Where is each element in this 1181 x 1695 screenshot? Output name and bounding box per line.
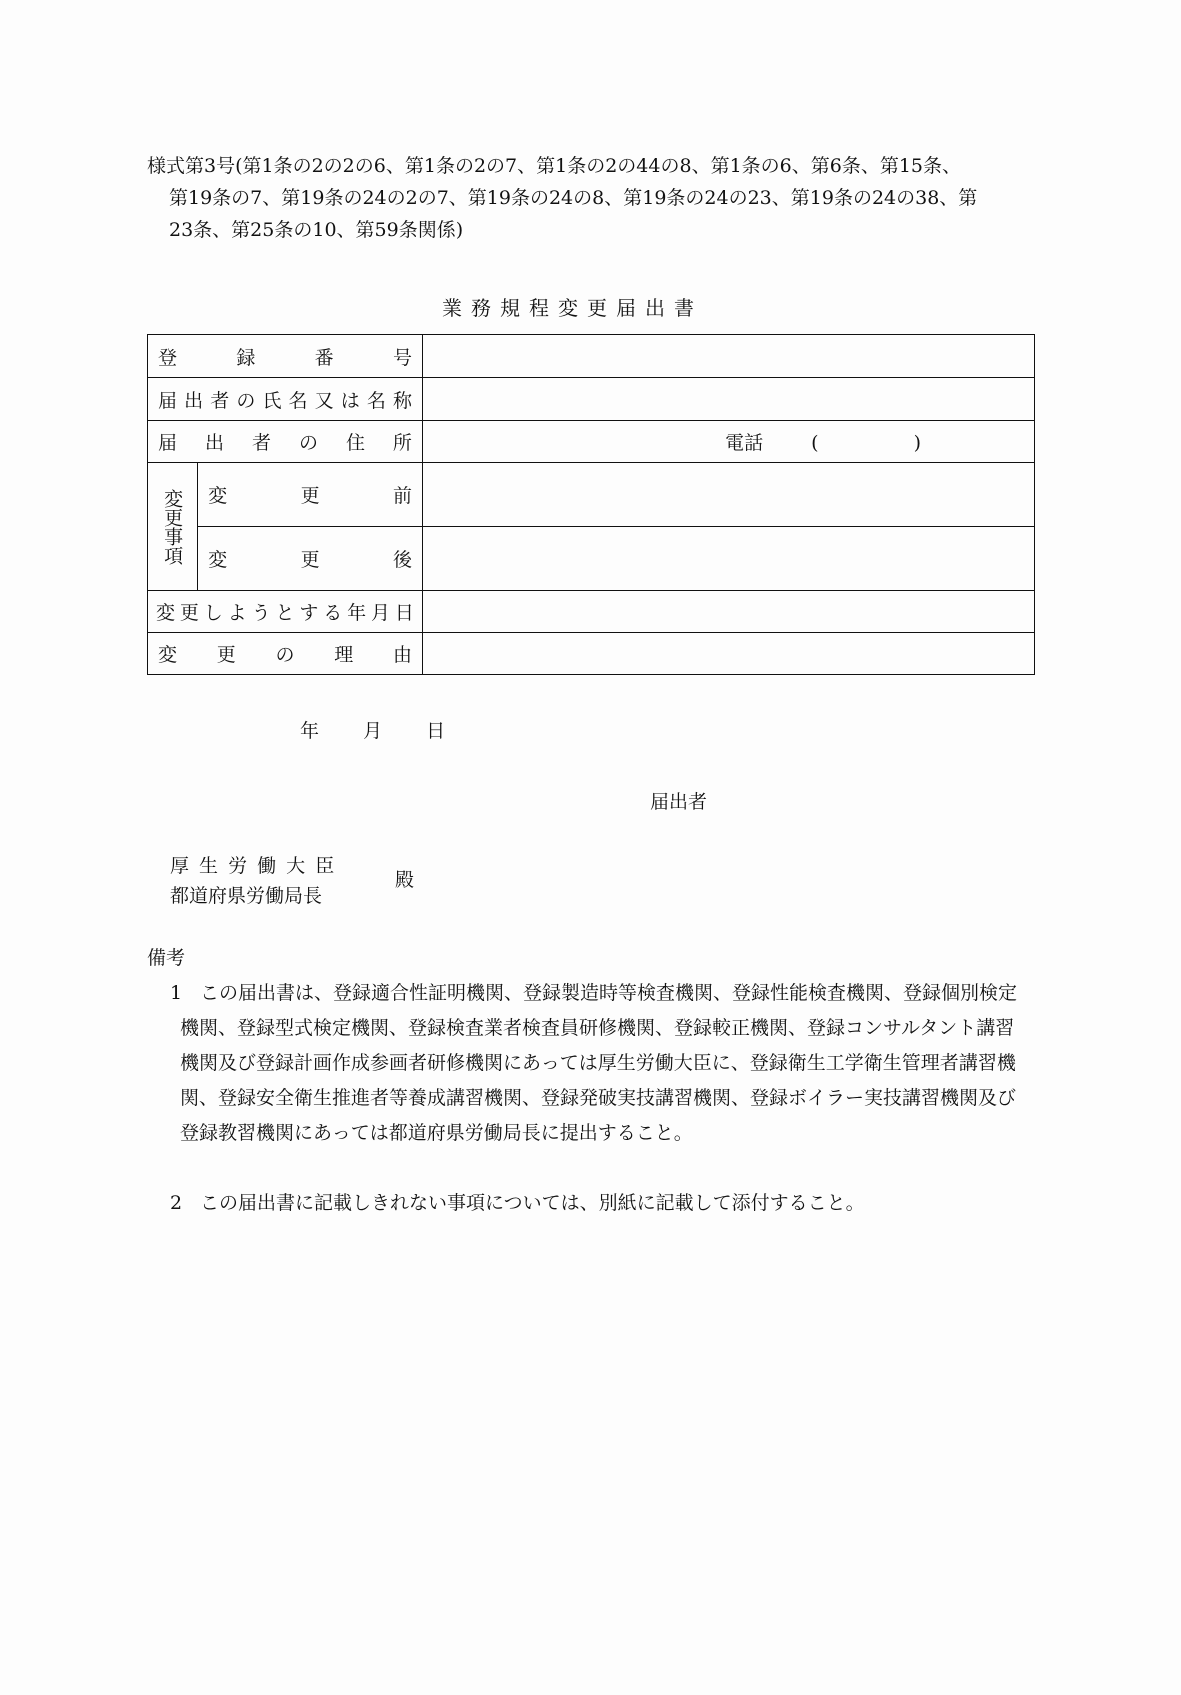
label-registration-number — [148, 335, 423, 378]
char: 年 — [347, 602, 367, 624]
char: 録 — [236, 346, 256, 369]
row-change-after — [148, 527, 1035, 591]
date-line — [300, 716, 445, 743]
month-label: 月 — [363, 720, 383, 742]
row-change-date — [148, 591, 1035, 633]
char: る — [323, 602, 343, 624]
field-applicant-address[interactable] — [423, 421, 1035, 463]
char: 名 — [366, 389, 386, 412]
label-applicant-name — [148, 378, 423, 421]
char: 変 — [158, 644, 178, 666]
char: 者 — [210, 389, 230, 412]
label-chars — [198, 481, 422, 508]
applicant-label: 届出者 — [650, 791, 708, 813]
char: 又 — [314, 389, 334, 412]
addressee-block — [170, 851, 336, 911]
note-number: 1 — [170, 982, 183, 1004]
addressee-bureau-chief: 都道府県労働局長 — [170, 885, 323, 907]
char: 理 — [334, 644, 354, 666]
char: 由 — [392, 644, 412, 666]
label-change-reason — [148, 633, 423, 675]
note-number: 2 — [170, 1192, 183, 1214]
char: 号 — [392, 346, 412, 369]
note-text: この届出書は、登録適合性証明機関、登録製造時等検査機関、登録性能検査機関、登録個別検定機関、登録型式検定機関、登録検査業者検査員研修機関、登録較正機関、登録コンサルタント講習機関及び登録計画作成参画者研修機関にあっては厚生労働大臣に、登録衛生工学衛生管理者講習機関、登録安全衛生推進者等養成講習機関、登録発破実技講習機関、登録ボイラー実技講習機関及び登録教習機関にあっては都道府県労働局長に提出すること。 — [180, 982, 1018, 1144]
phone-parens[interactable]: ( ) — [811, 432, 959, 454]
char: 氏 — [262, 389, 282, 412]
char: 変 — [208, 485, 228, 507]
addressee-minister: 厚 生 労 働 大 臣 — [170, 855, 337, 877]
char: よ — [227, 602, 247, 624]
day-label: 日 — [426, 720, 446, 742]
char: 月 — [371, 602, 391, 624]
notes-heading: 備考 — [147, 947, 186, 969]
char: の — [298, 432, 318, 454]
label-chars — [148, 640, 422, 667]
year-label: 年 — [300, 720, 320, 742]
field-after-change[interactable] — [423, 527, 1035, 591]
char: と — [275, 602, 295, 624]
char: 所 — [392, 432, 412, 454]
char: し — [203, 602, 223, 624]
field-change-reason[interactable] — [423, 633, 1035, 675]
label-applicant-address — [148, 421, 423, 463]
label-change-date — [148, 591, 423, 633]
char: は — [340, 389, 360, 412]
form-header-line-1: 様式第3号(第1条の2の2の6、第1条の2の7、第1条の2の44の8、第1条の6、第6条、第15条、 — [147, 155, 962, 177]
label-chars — [148, 386, 422, 413]
char: 変 — [156, 602, 176, 624]
form-header-line-2: 第19条の7、第19条の24の2の7、第19条の24の8、第19条の24の23、第19条の24の38、第 — [169, 187, 978, 209]
char: 登 — [158, 346, 178, 369]
field-applicant-name[interactable] — [423, 378, 1035, 421]
row-change-reason — [148, 633, 1035, 675]
row-registration-number — [148, 335, 1035, 378]
group-label-change-items — [148, 463, 198, 591]
char: 称 — [392, 389, 412, 412]
label-chars — [198, 545, 422, 572]
char: 前 — [392, 485, 412, 507]
char: 番 — [314, 346, 334, 369]
char: 出 — [184, 389, 204, 412]
field-change-date[interactable] — [423, 591, 1035, 633]
label-before-change — [198, 463, 423, 527]
label-chars — [148, 598, 422, 625]
char: 者 — [251, 432, 271, 454]
char: す — [299, 602, 319, 624]
char: の — [236, 389, 256, 412]
label-chars — [148, 428, 422, 455]
char: う — [251, 602, 271, 624]
note-text: この届出書に記載しきれない事項については、別紙に記載して添付すること。 — [200, 1192, 865, 1214]
char: 住 — [345, 432, 365, 454]
label-after-change — [198, 527, 423, 591]
char: の — [275, 644, 295, 666]
char: 届 — [158, 432, 178, 454]
form-number-header — [147, 150, 977, 246]
document-title: 業務規程変更届出書 — [442, 296, 703, 320]
char: 届 — [158, 389, 178, 412]
field-before-change[interactable] — [423, 463, 1035, 527]
char: 更 — [179, 602, 199, 624]
change-items-label: 変更事項 — [161, 488, 184, 565]
form-table — [147, 334, 1035, 675]
char: 更 — [300, 549, 320, 571]
note-item-1 — [147, 976, 1027, 1151]
phone-label: 電話 — [725, 432, 764, 454]
field-registration-number[interactable] — [423, 335, 1035, 378]
phone-area — [423, 428, 1034, 455]
char: 後 — [392, 549, 412, 571]
note-item-2 — [147, 1186, 1027, 1221]
char: 更 — [216, 644, 236, 666]
label-chars — [148, 343, 422, 370]
form-header-line-3: 23条、第25条の10、第59条関係) — [169, 219, 464, 241]
honorific: 殿 — [395, 869, 415, 891]
char: 日 — [394, 602, 414, 624]
row-change-before — [148, 463, 1035, 527]
row-applicant-address — [148, 421, 1035, 463]
char: 変 — [208, 549, 228, 571]
row-applicant-name — [148, 378, 1035, 421]
char: 名 — [288, 389, 308, 412]
char: 更 — [300, 485, 320, 507]
char: 出 — [204, 432, 224, 454]
